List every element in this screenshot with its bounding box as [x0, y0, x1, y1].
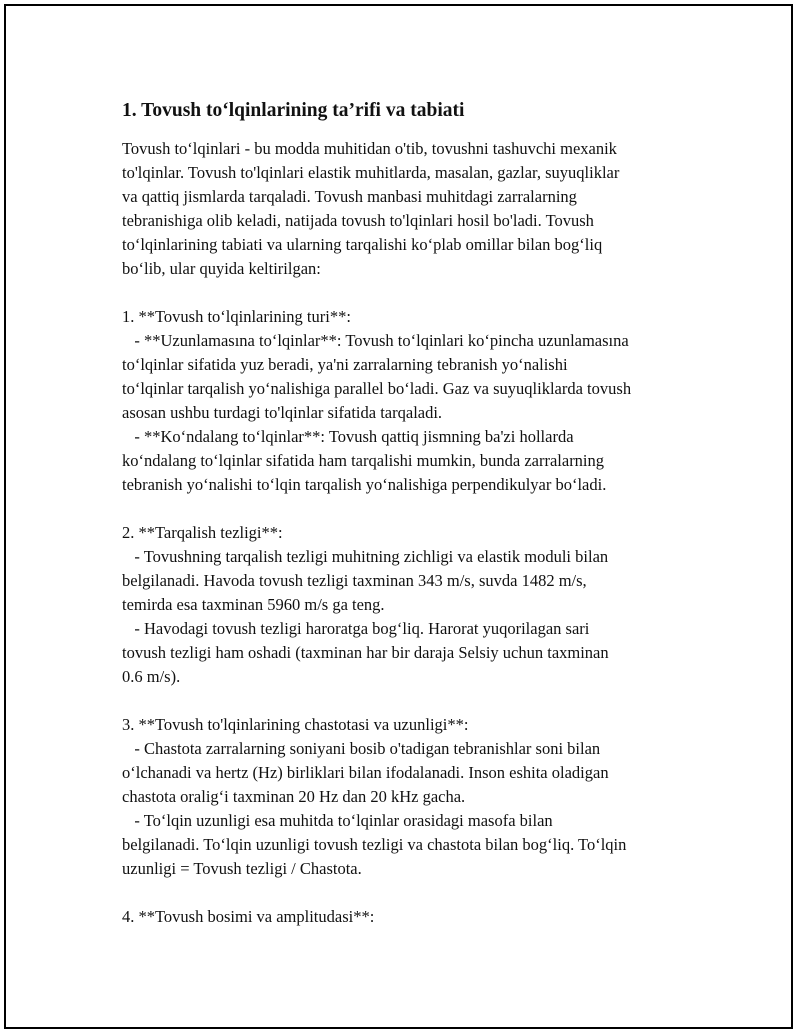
- text-line: ko‘ndalang to‘lqinlar sifatida ham tarqalishi mumkin, bunda zarralarning: [122, 451, 605, 470]
- text-line: bo‘lib, ular quyida keltirilgan:: [122, 259, 321, 278]
- text-line: Tovush to‘lqinlari - bu modda muhitidan o'tib, tovushni tashuvchi mexanik: [122, 139, 617, 158]
- text-line: 3. **Tovush to'lqinlarining chastotasi va uzunligi**:: [122, 715, 469, 734]
- text-line: tovush tezligi ham oshadi (taxminan har bir daraja Selsiy uchun taxminan: [122, 643, 609, 662]
- text-line: belgilanadi. Havoda tovush tezligi taxminan 343 m/s, suvda 1482 m/s,: [122, 571, 587, 590]
- text-line: 0.6 m/s).: [122, 667, 181, 686]
- text-line: 1. **Tovush to‘lqinlarining turi**:: [122, 307, 351, 326]
- text-line: - To‘lqin uzunligi esa muhitda to‘lqinlar orasidagi masofa bilan: [122, 811, 553, 830]
- text-line: asosan ushbu turdagi to'lqinlar sifatida tarqaladi.: [122, 403, 443, 422]
- text-line: - **Ko‘ndalang to‘lqinlar**: Tovush qattiq jismning ba'zi hollarda: [122, 427, 574, 446]
- text-line: to‘lqinlar tarqalish yo‘nalishiga parallel bo‘ladi. Gaz va suyuqliklarda tovush: [122, 379, 632, 398]
- text-line: 4. **Tovush bosimi va amplitudasi**:: [122, 907, 375, 926]
- text-line: 2. **Tarqalish tezligi**:: [122, 523, 283, 542]
- blank-line: [122, 689, 702, 713]
- text-line: chastota oralig‘i taxminan 20 Hz dan 20 kHz gacha.: [122, 787, 466, 806]
- text-line: va qattiq jismlarda tarqaladi. Tovush manbasi muhitdagi zarralarning: [122, 187, 577, 206]
- text-line: tebranish yo‘nalishi to‘lqin tarqalish yo‘nalishiga perpendikulyar bo‘ladi.: [122, 475, 607, 494]
- document-body: [122, 98, 702, 929]
- text-line: to‘lqinlar sifatida yuz beradi, ya'ni zarralarning tebranish yo‘nalishi: [122, 355, 568, 374]
- blank-line: [122, 881, 702, 905]
- text-line: - Havodagi tovush tezligi haroratga bog‘liq. Harorat yuqorilagan sari: [122, 619, 590, 638]
- text-line: to'lqinlar. Tovush to'lqinlari elastik muhitlarda, masalan, gazlar, suyuqliklar: [122, 163, 620, 182]
- body-text: [122, 137, 702, 929]
- text-line: - **Uzunlamasına to‘lqinlar**: Tovush to‘lqinlari ko‘pincha uzunlamasına: [122, 331, 629, 350]
- blank-line: [122, 497, 702, 521]
- text-line: - Chastota zarralarning soniyani bosib o'tadigan tebranishlar soni bilan: [122, 739, 601, 758]
- text-line: tebranishiga olib keladi, natijada tovush to'lqinlari hosil bo'ladi. Tovush: [122, 211, 594, 230]
- document-page: [4, 4, 793, 1029]
- text-line: o‘lchanadi va hertz (Hz) birliklari bilan ifodalanadi. Inson eshita oladigan: [122, 763, 609, 782]
- text-line: temirda esa taxminan 5960 m/s ga teng.: [122, 595, 385, 614]
- section-heading: 1. Tovush to‘lqinlarining ta’rifi va tabiati: [122, 100, 465, 121]
- text-line: - Tovushning tarqalish tezligi muhitning zichligi va elastik moduli bilan: [122, 547, 609, 566]
- text-line: to‘lqinlarining tabiati va ularning tarqalishi ko‘plab omillar bilan bog‘liq: [122, 235, 603, 254]
- text-line: belgilanadi. To‘lqin uzunligi tovush tezligi va chastota bilan bog‘liq. To‘lqin: [122, 835, 627, 854]
- blank-line: [122, 281, 702, 305]
- text-line: uzunligi = Tovush tezligi / Chastota.: [122, 859, 362, 878]
